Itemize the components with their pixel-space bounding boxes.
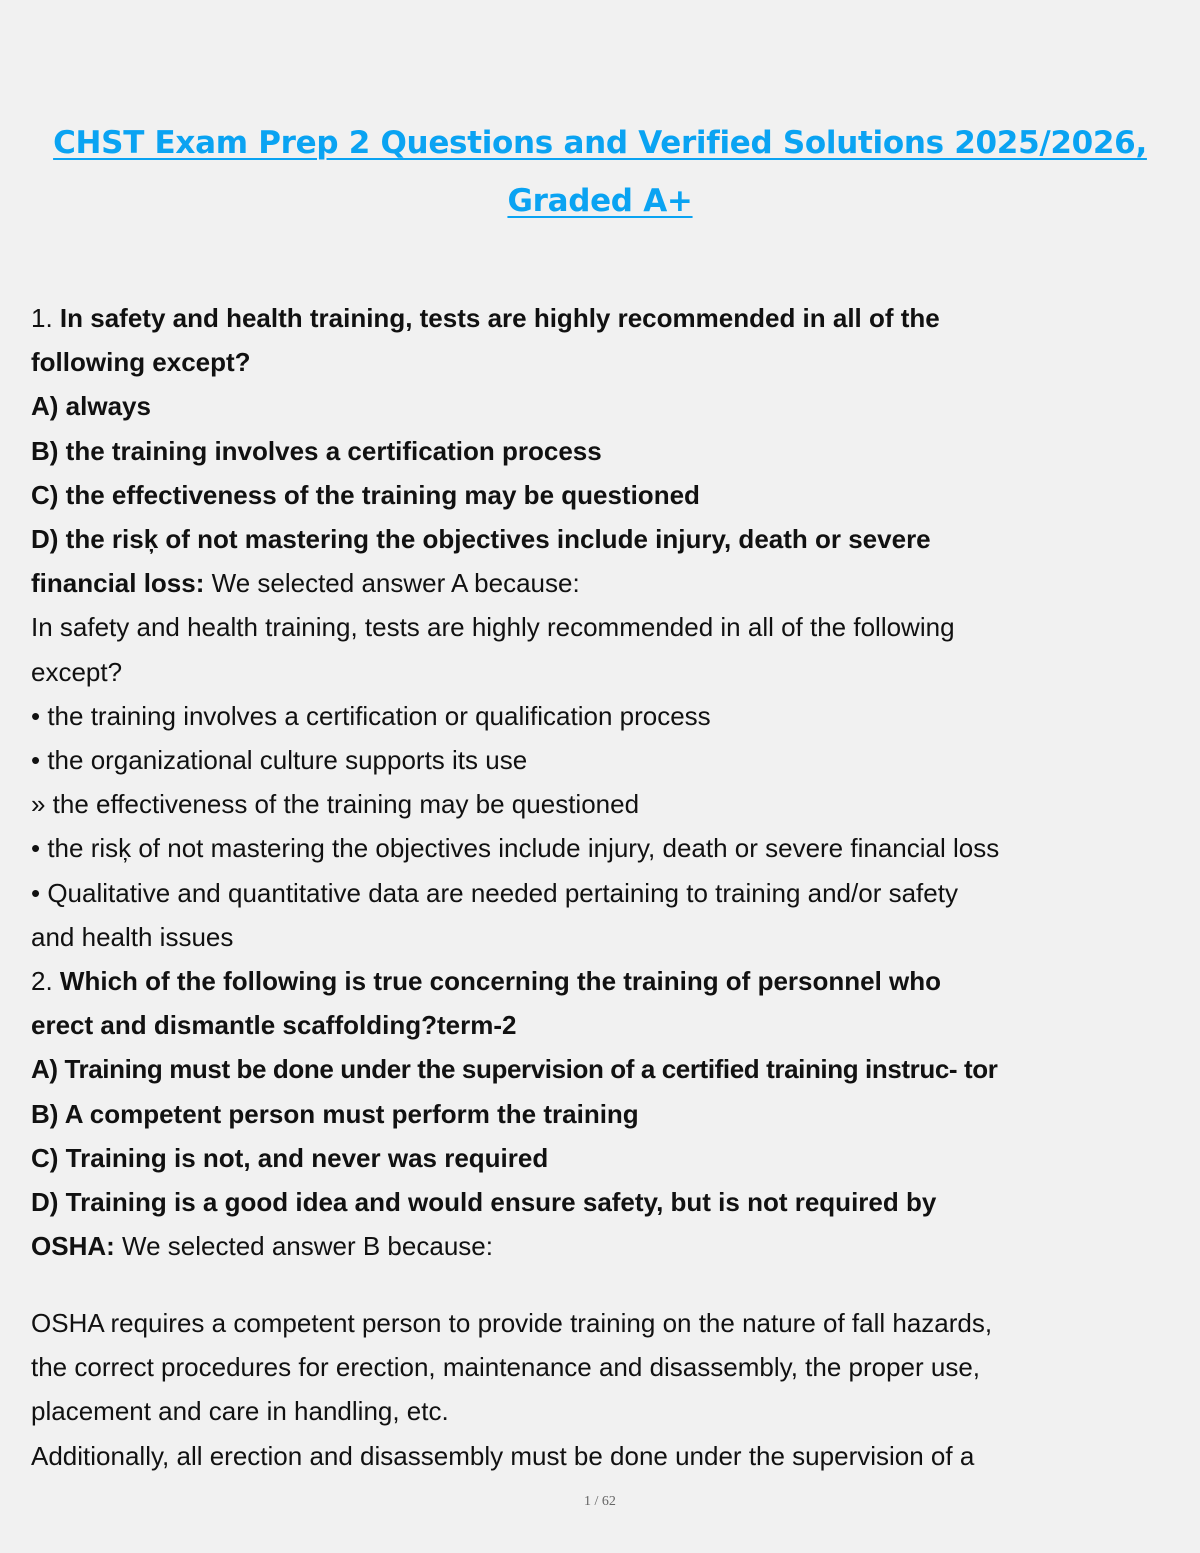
question-1-number: 1. bbox=[31, 303, 53, 333]
question-2-option-a: A) Training must be done under the supervision of a certified training instruc- tor bbox=[31, 1054, 998, 1085]
question-2-option-d: D) Training is a good idea and would ensure safety, but is not required by bbox=[31, 1187, 937, 1218]
question-2-text: 2. Which of the following is true concerning the training of personnel who bbox=[31, 966, 942, 997]
explanation-bullet-cont: and health issues bbox=[31, 921, 234, 952]
question-1-text-cont: following except? bbox=[31, 347, 251, 378]
paragraph-gap bbox=[31, 1268, 1181, 1301]
question-2-explanation: the correct procedures for erection, maintenance and disassembly, the proper use, bbox=[31, 1352, 981, 1383]
title-line-2: Graded A+ bbox=[507, 183, 693, 219]
page-title bbox=[0, 114, 1200, 230]
question-1-option-a: A) always bbox=[31, 391, 151, 422]
explanation-bullet: • the training involves a certification or qualification process bbox=[31, 700, 711, 731]
question-2-option-c: C) Training is not, and never was required bbox=[31, 1142, 549, 1173]
question-1 bbox=[31, 296, 1181, 959]
explanation-bullet: » the effectiveness of the training may be questioned bbox=[31, 789, 640, 820]
document-body bbox=[31, 296, 1181, 1478]
question-1-text: 1. In safety and health training, tests are highly recommended in all of the bbox=[31, 303, 940, 333]
question-1-explanation: In safety and health training, tests are highly recommended in all of the following bbox=[31, 612, 955, 643]
question-2-number: 2. bbox=[31, 966, 53, 997]
question-2-explanation: OSHA requires a competent person to provide training on the nature of fall hazards, bbox=[31, 1308, 993, 1339]
question-2 bbox=[31, 959, 1181, 1478]
page-number: 1 / 62 bbox=[584, 1494, 616, 1509]
question-1-option-d: D) the risķ of not mastering the objectives include injury, death or severe bbox=[31, 524, 931, 555]
title-line-1: CHST Exam Prep 2 Questions and Verified Solutions 2025/2026, bbox=[53, 125, 1147, 161]
explanation-bullet: • the organizational culture supports its use bbox=[31, 745, 528, 776]
question-2-text-cont: erect and dismantle scaffolding?term-2 bbox=[31, 1010, 517, 1041]
explanation-bullet: • Qualitative and quantitative data are needed pertaining to training and/or safety bbox=[31, 877, 958, 908]
question-2-option-b: B) A competent person must perform the training bbox=[31, 1098, 639, 1129]
question-1-option-c: C) the effectiveness of the training may be questioned bbox=[31, 479, 700, 510]
explanation-bullet: • the risķ of not mastering the objectives include injury, death or severe financial loss bbox=[31, 833, 1000, 864]
question-1-option-b: B) the training involves a certification process bbox=[31, 435, 602, 466]
question-1-explanation-cont: except? bbox=[31, 656, 123, 687]
question-2-answer-line: OSHA: We selected answer B because: bbox=[31, 1231, 493, 1262]
question-2-answer: We selected answer B because: bbox=[122, 1231, 493, 1262]
question-1-answer: We selected answer A because: bbox=[211, 568, 580, 599]
question-2-explanation: Additionally, all erection and disassembly must be done under the supervision of a bbox=[31, 1440, 975, 1471]
question-1-answer-line: financial loss: We selected answer A because: bbox=[31, 568, 580, 599]
question-2-explanation: placement and care in handling, etc. bbox=[31, 1396, 449, 1427]
